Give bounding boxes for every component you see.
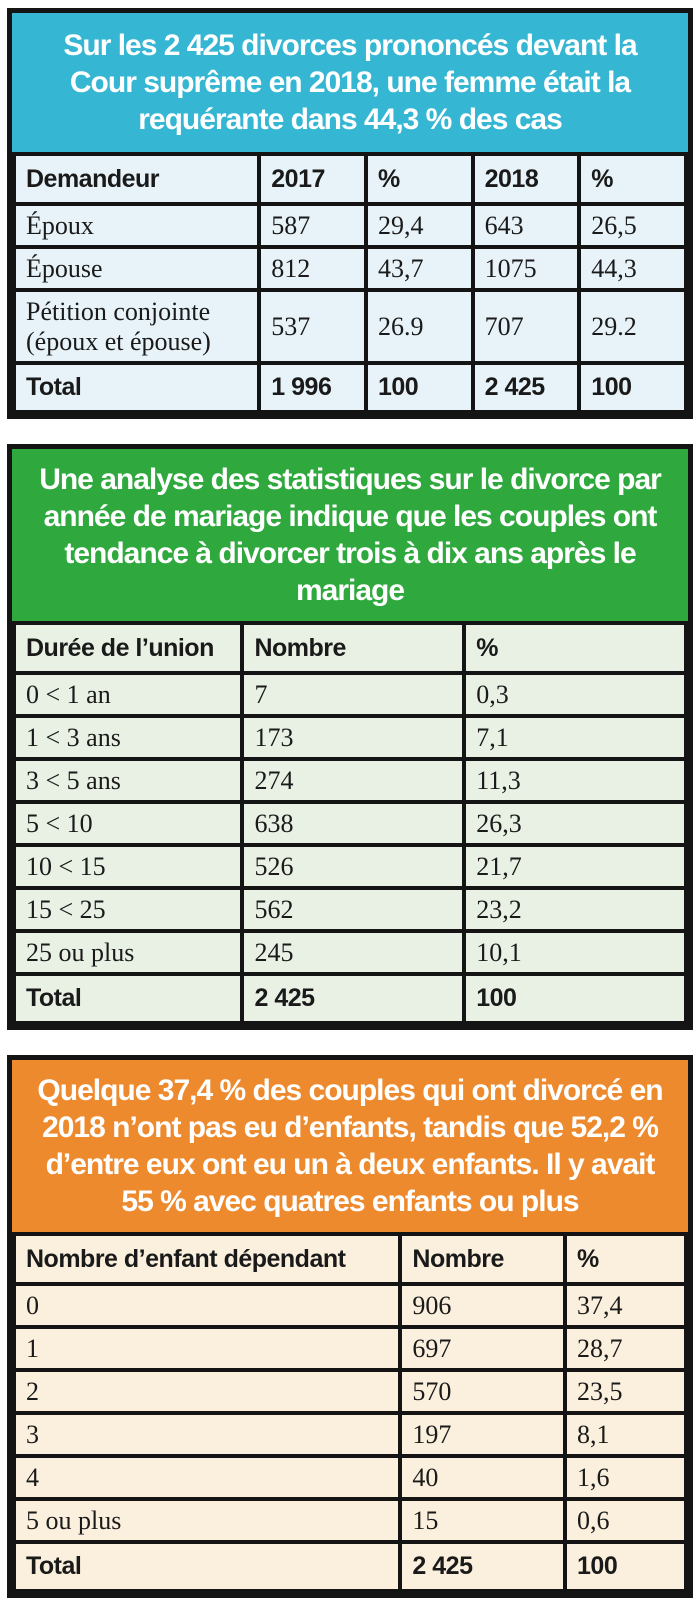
total-value: 100 [565,1542,686,1591]
table-row [14,1499,686,1542]
column-header: 2018 [473,154,580,204]
row-label: Épouse [14,247,259,290]
column-header: % [366,154,473,204]
total-value: 100 [579,363,686,412]
row-label: 5 ou plus [14,1499,400,1542]
row-label: Pétition conjointe (époux et épouse) [14,290,259,363]
cell-value: 274 [242,759,464,802]
cell-value: 26,3 [464,802,686,845]
column-header: % [464,623,686,673]
column-header: 2017 [259,154,366,204]
row-label: Époux [14,204,259,247]
cell-value: 23,5 [565,1370,686,1413]
cell-value: 40 [400,1456,565,1499]
row-label: 1 < 3 ans [14,716,242,759]
row-label: 4 [14,1456,400,1499]
table-row [14,1370,686,1413]
cell-value: 21,7 [464,845,686,888]
cell-value: 37,4 [565,1284,686,1327]
cell-value: 15 [400,1499,565,1542]
row-label: 15 < 25 [14,888,242,931]
table-row [14,673,686,716]
total-value: 2 425 [242,974,464,1023]
table-petitioner [12,152,688,414]
column-header: Demandeur [14,154,259,204]
total-value: 2 425 [473,363,580,412]
row-label: 1 [14,1327,400,1370]
table-row [14,204,686,247]
table-row [14,290,686,363]
cell-value: 537 [259,290,366,363]
header-row [14,623,686,673]
section-dependent-children [7,1055,693,1598]
cell-value: 173 [242,716,464,759]
cell-value: 562 [242,888,464,931]
column-header: Nombre [242,623,464,673]
section-petitioner [7,8,693,419]
cell-value: 26,5 [579,204,686,247]
cell-value: 638 [242,802,464,845]
table-row [14,1413,686,1456]
column-header: Durée de l’union [14,623,242,673]
headline-dependent-children: Quelque 37,4 % des couples qui ont divorcé en 2018 n’ont pas eu d’enfants, tandis que 52,2 % d’entre eux ont eu un à deux enfants. Il y avait 55 % avec quatres enfants ou plus [12,1060,688,1232]
table-row [14,716,686,759]
column-header: Nombre [400,1234,565,1284]
total-value: 100 [366,363,473,412]
total-label: Total [14,974,242,1023]
headline-marriage-duration: Une analyse des statistiques sur le divorce par année de mariage indique que les couples ont tendance à divorcer trois à dix ans après le mariage [12,449,688,621]
cell-value: 0,6 [565,1499,686,1542]
cell-value: 23,2 [464,888,686,931]
row-label: 3 < 5 ans [14,759,242,802]
cell-value: 906 [400,1284,565,1327]
row-label: 25 ou plus [14,931,242,974]
section-marriage-duration [7,444,693,1030]
cell-value: 1075 [473,247,580,290]
row-label: 0 < 1 an [14,673,242,716]
cell-value: 697 [400,1327,565,1370]
row-label: 0 [14,1284,400,1327]
table-row [14,845,686,888]
table-row [14,1327,686,1370]
total-value: 1 996 [259,363,366,412]
total-value: 100 [464,974,686,1023]
table-row [14,759,686,802]
cell-value: 26.9 [366,290,473,363]
column-header: % [565,1234,686,1284]
cell-value: 28,7 [565,1327,686,1370]
header-row [14,1234,686,1284]
headline-petitioner: Sur les 2 425 divorces prononcés devant la Cour suprême en 2018, une femme était la requérante dans 44,3 % des cas [12,13,688,152]
cell-value: 29.2 [579,290,686,363]
row-label: 5 < 10 [14,802,242,845]
table-row [14,888,686,931]
table-marriage-duration [12,621,688,1025]
cell-value: 7 [242,673,464,716]
cell-value: 197 [400,1413,565,1456]
cell-value: 812 [259,247,366,290]
total-label: Total [14,1542,400,1591]
table-row [14,1456,686,1499]
cell-value: 44,3 [579,247,686,290]
table-dependent-children [12,1232,688,1593]
column-header: % [579,154,686,204]
table-row [14,1284,686,1327]
cell-value: 7,1 [464,716,686,759]
divorce-statistics-infographic [0,8,700,1598]
cell-value: 707 [473,290,580,363]
cell-value: 10,1 [464,931,686,974]
row-label: 10 < 15 [14,845,242,888]
row-label: 3 [14,1413,400,1456]
table-row [14,802,686,845]
header-row [14,154,686,204]
cell-value: 43,7 [366,247,473,290]
cell-value: 570 [400,1370,565,1413]
cell-value: 643 [473,204,580,247]
cell-value: 8,1 [565,1413,686,1456]
cell-value: 1,6 [565,1456,686,1499]
cell-value: 0,3 [464,673,686,716]
cell-value: 29,4 [366,204,473,247]
column-header: Nombre d’enfant dépendant [14,1234,400,1284]
cell-value: 526 [242,845,464,888]
table-row [14,247,686,290]
table-row [14,931,686,974]
cell-value: 245 [242,931,464,974]
total-value: 2 425 [400,1542,565,1591]
total-row [14,363,686,412]
total-row [14,1542,686,1591]
total-label: Total [14,363,259,412]
total-row [14,974,686,1023]
cell-value: 587 [259,204,366,247]
row-label: 2 [14,1370,400,1413]
cell-value: 11,3 [464,759,686,802]
